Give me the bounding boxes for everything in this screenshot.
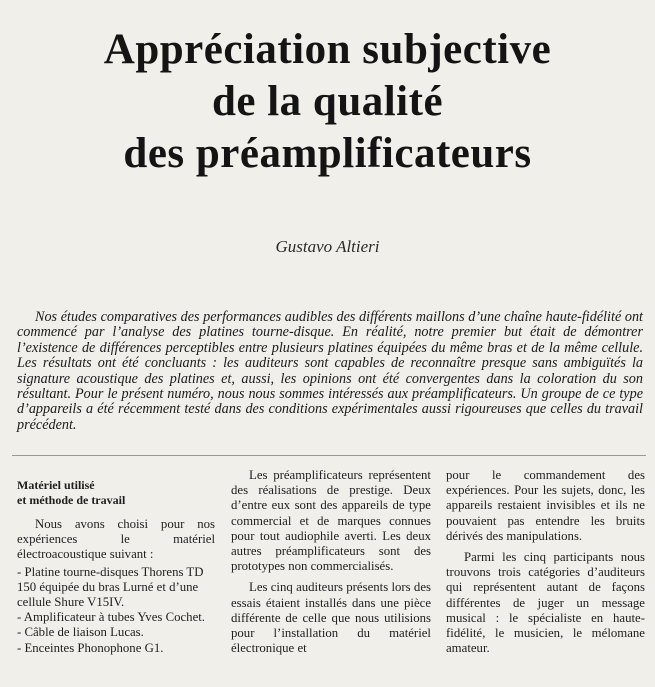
column-3-paragraph-2: Parmi les cinq participants nous trouvons trois catégories d’auditeurs qui représentent autant de façons différentes de juger un message musical : le spécialiste en haute-fidélité, le musicien, le mélomane amateur.: [446, 550, 645, 656]
equipment-item-amplifier: - Amplificateur à tubes Yves Cochet.: [17, 610, 206, 625]
column-3-paragraph-1: pour le commandement des expériences. Pour les sujets, donc, les appareils restaient invisibles et ils ne pouvaient pas entendre les bruits dérivés des manipulations.: [446, 468, 645, 543]
section-heading-line-2: et méthode de travail: [17, 492, 126, 507]
column-2-paragraph-2: Les cinq auditeurs présents lors des essais étaient installés dans une pièce différente de celle que nous utilisions pour l’installation du matériel électronique et: [231, 580, 431, 656]
column-2-paragraph-1: Les préamplificateurs représentent des réalisations de prestige. Deux d’entre eux sont des appareils de type commercial et de marques connues pour tout audiophile averti. Les deux autres préamplificateurs sont des prototypes non commercialisés.: [231, 468, 431, 574]
abstract-paragraph: Nos études comparatives des performances audibles des différents maillons d’une chaîne haute-fidélité ont commencé par l’analyse des platines tourne-disque. En réalité, notre premier but était de démontrer l’existence de différences perceptibles entre plusieurs platines équipées du même bras et de la même cellule. Les résultats ont été concluants : les auditeurs sont capables de reconnaître presque sans ambiguïtés la signature acoustique des platines et, aussi, les opinions ont été convergentes dans la coloration du son résultant. Pour le présent numéro, nous nous sommes intéressés aux préamplificateurs. Un groupe de ce type d’appareils a été récemment testé dans des conditions expérimentales aussi rigoureuses que celles du travail précédent.: [17, 309, 643, 433]
author-name: Gustavo Altieri: [275, 237, 380, 256]
title-line-3: des préamplificateurs: [123, 130, 532, 177]
column-2: [231, 468, 431, 656]
equipment-list: [17, 565, 215, 656]
equipment-item-cable: - Câble de liaison Lucas.: [17, 625, 144, 640]
section-heading: [17, 478, 215, 507]
equipment-item-speakers: - Enceintes Phonophone G1.: [17, 640, 164, 655]
title-line-1: Appréciation subjective: [103, 26, 552, 73]
column-3: [446, 468, 645, 656]
article-title: [0, 24, 655, 180]
column-1-intro: Nous avons choisi pour nos expériences le matériel électroacoustique suivant :: [17, 517, 215, 562]
title-line-2: de la qualité: [211, 78, 444, 125]
column-1: [17, 468, 215, 656]
section-heading-line-1: Matériel utilisé: [17, 478, 95, 492]
section-divider: [12, 455, 646, 456]
equipment-item-turntable: - Platine tourne-disques Thorens TD 150 équipée du bras Lurné et d’une cellule Shure V15IV.: [17, 564, 204, 610]
